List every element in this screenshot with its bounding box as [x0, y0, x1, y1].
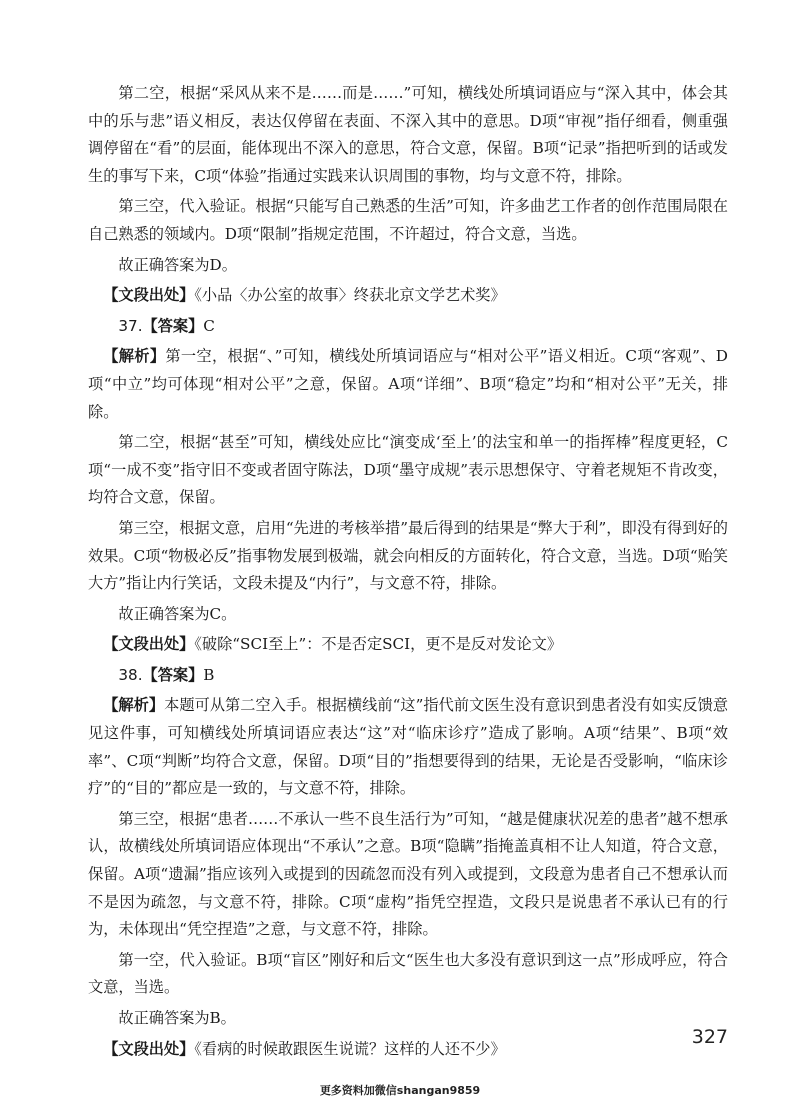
- answer-line: [88, 662, 728, 690]
- footer-text: 更多资料加微信shangan9859: [319, 1084, 481, 1097]
- source-tag: 【文段出处】: [103, 635, 195, 654]
- source-tag: 【文段出处】: [103, 1039, 195, 1058]
- source-line: 【文段出处】《破除“SCI至上”：不是否定SCI，更不是反对发论文》: [103, 635, 563, 654]
- answer-line: [88, 313, 728, 341]
- source-line: 【文段出处】《小品〈办公室的故事〉终获北京文学艺术奖》: [103, 286, 506, 305]
- paragraph: 第三空，代入验证。根据“只能写自己熟悉的生活”可知，许多曲艺工作者的创作范围局限在自己熟悉的领域内。D项“限制”指规定范围，不许超过，符合文意，当选。: [88, 197, 728, 243]
- paragraph: 第三空，根据“患者……不承认一些不良生活行为”可知，“越是健康状况差的患者”越不想承认，故横线处所填词语应体现出“不承认”之意。B项“隐瞒”指掩盖真相不让人知道，符合文意，保留。A项“遗漏”指应该列入或提到的因疏忽而没有列入或提到，文段意为患者自己不想承认而不是因为疏忽，与文意不符，排除。C项“虚构”指凭空捏造，文段只是说患者不承认已有的行为，未体现出“凭空捏造”之意，与文意不符，排除。: [88, 809, 728, 939]
- answer-value: C: [203, 316, 215, 335]
- answer-value: B: [203, 665, 215, 684]
- paragraph: 第二空，根据“甚至”可知，横线处应比“演变成‘至上’的法宝和单一的指挥棒”程度更轻，C项“一成不变”指守旧不变或者固守陈法，D项“墨守成规”表示思想保守、守着老规矩不肯改变，均符合文意，保留。: [88, 433, 728, 507]
- analysis-paragraph: 【解析】第一空，根据“、”可知，横线处所填词语应与“相对公平”语义相近。C项“客观”、D项“中立”均可体现“相对公平”之意，保留。A项“详细”、B项“稳定”均和“相对公平”无关，排除。: [88, 347, 728, 421]
- page-number: 327: [691, 1026, 728, 1048]
- answer-tag: 【答案】: [142, 316, 204, 335]
- source-tag: 【文段出处】: [103, 286, 195, 305]
- page-body: [88, 80, 728, 1066]
- analysis-paragraph: 【解析】本题可从第二空入手。根据横线前“这”指代前文医生没有意识到患者没有如实反馈意见这件事，可知横线处所填词语应表达“这”对“临床诊疗”造成了影响。A项“结果”、B项“效率”、C项“判断”均符合文意，保留。D项“目的”指想要得到的结果，无论是否受影响，“临床诊疗”的“目的”都应是一致的，与文意不符，排除。: [88, 696, 729, 798]
- paragraph: 第二空，根据“采风从来不是……而是……”可知，横线处所填词语应与“深入其中，体会其中的乐与悲”语义相反，表达仅停留在表面、不深入其中的意思。D项“审视”指仔细看，侧重强调停留在“看”的层面，能体现出不深入的意思，符合文意，保留。B项“记录”指把听到的话或发生的事写下来，C项“体验”指通过实践来认识周围的事物，均与文意不符，排除。: [88, 84, 728, 185]
- answer-tag: 【答案】: [142, 665, 204, 684]
- source-line: 【文段出处】《看病的时候敢跟医生说谎？这样的人还不少》: [103, 1039, 506, 1058]
- analysis-tag: 【解析】: [103, 347, 166, 366]
- paragraph: 第三空，根据文意，启用“先进的考核举措”最后得到的结果是“弊大于利”，即没有得到好的效果。C项“物极必反”指事物发展到极端，就会向相反的方面转化，符合文意，当选。D项“贻笑大方”指让内行笑话，文段未提及“内行”，与文意不符，排除。: [88, 518, 728, 593]
- question-number: 38.: [118, 665, 143, 684]
- paragraph: 故正确答案为D。: [118, 255, 237, 274]
- analysis-tag: 【解析】: [103, 696, 165, 715]
- paragraph: 故正确答案为B。: [118, 1009, 236, 1027]
- paragraph: 故正确答案为C。: [118, 604, 237, 623]
- question-number: 37.: [118, 316, 143, 335]
- paragraph: 第一空，代入验证。B项“盲区”刚好和后文“医生也大多没有意识到这一点”形成呼应，符合文意，当选。: [88, 950, 728, 997]
